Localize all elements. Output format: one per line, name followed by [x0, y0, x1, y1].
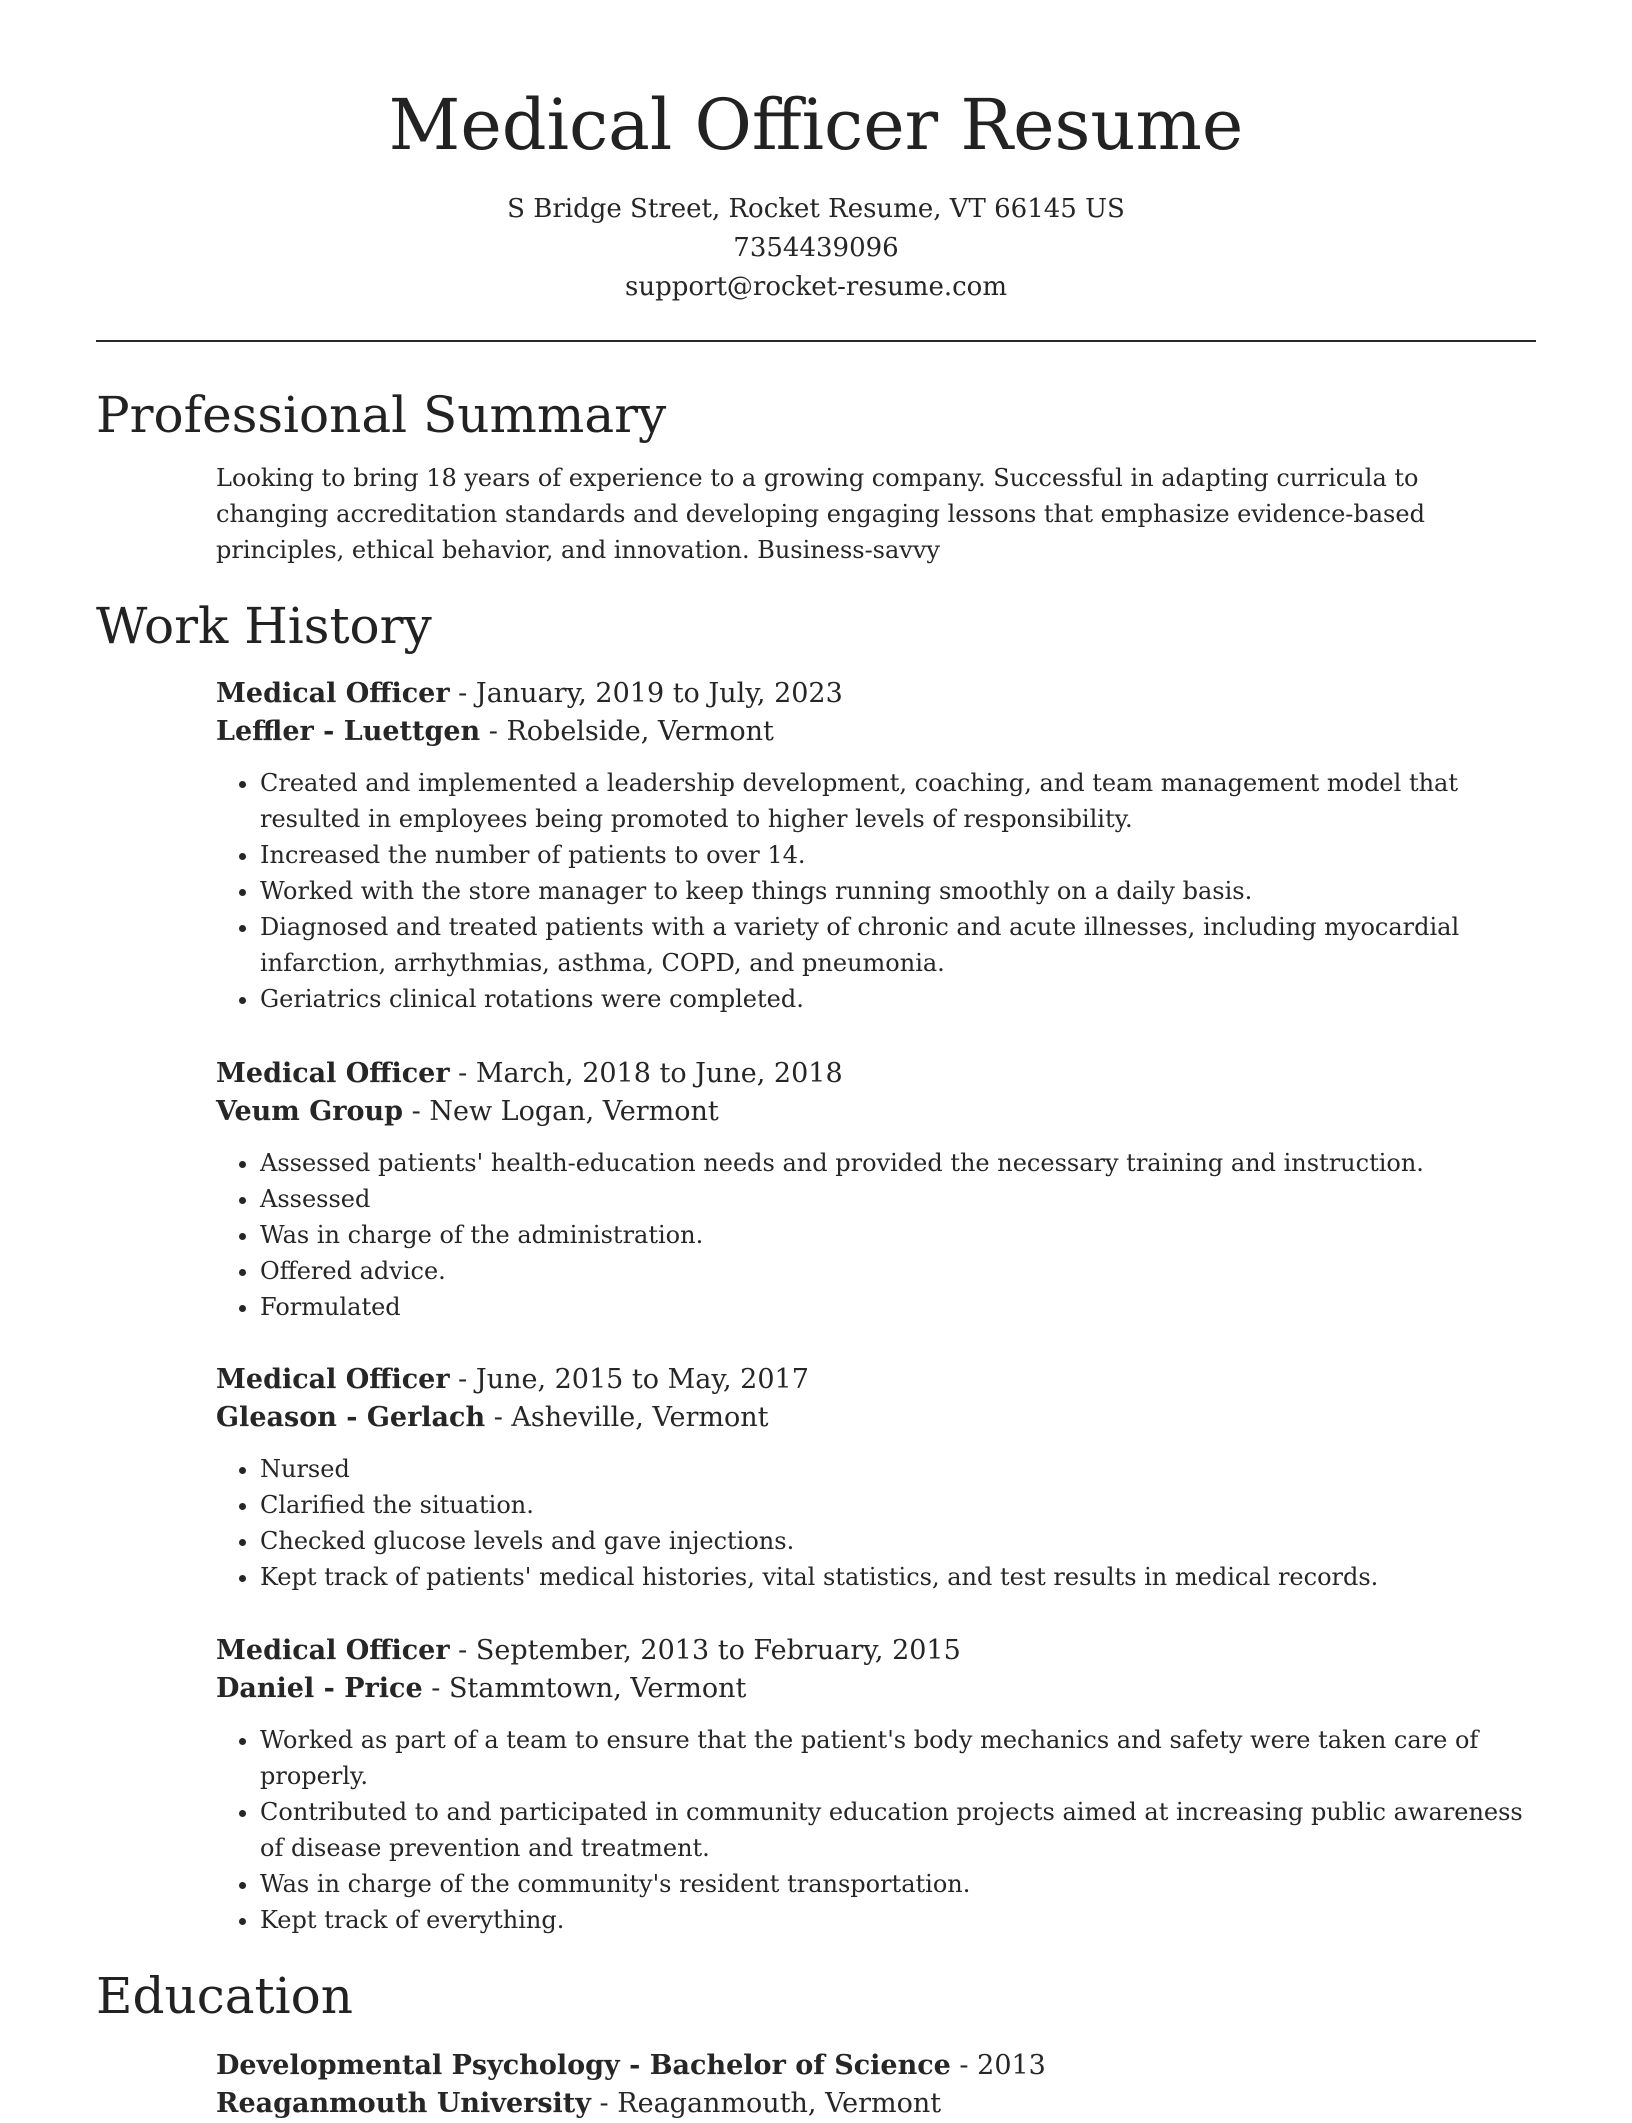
job-company: Leffler - Luettgen: [216, 716, 481, 747]
education-field: Developmental Psychology: [216, 2050, 620, 2081]
job-bullet: • Worked as part of a team to ensure that the patient's body mechanics and safety were taken care of properly.: [260, 1722, 1536, 1794]
contact-address: S Bridge Street, Rocket Resume, VT 66145 US: [507, 194, 1125, 224]
resume-title: Medical Officer Resume: [388, 84, 1244, 166]
job-dates: June, 2015 to May, 2017: [475, 1364, 809, 1395]
education-school: Reaganmouth University: [216, 2088, 591, 2119]
job-title-line: Medical Officer - June, 2015 to May, 2017: [216, 1364, 809, 1395]
job-bullet: • Created and implemented a leadership development, coaching, and team management model that resulted in employees being promoted to higher levels of responsibility.: [260, 765, 1536, 837]
job-title: Medical Officer: [216, 1058, 450, 1089]
contact-phone: 7354439096: [733, 233, 899, 263]
education-year: 2013: [977, 2050, 1046, 2081]
job-company: Gleason - Gerlach: [216, 1402, 486, 1433]
contact-email: support@rocket-resume.com: [624, 272, 1007, 302]
job-entry: [216, 1632, 1536, 1938]
job-bullet: • Diagnosed and treated patients with a variety of chronic and acute illnesses, including myocardial infarction, arrhythmias, asthma, COPD, and pneumonia.: [260, 909, 1536, 981]
education-heading: Education: [96, 1967, 353, 2025]
job-entry: [216, 1055, 1536, 1325]
job-company-line: Leffler - Luettgen - Robelside, Vermont: [216, 716, 774, 747]
job-bullet: • Was in charge of the community's resident transportation.: [260, 1866, 1536, 1902]
job-company-line: Veum Group - New Logan, Vermont: [216, 1096, 719, 1127]
job-bullet: • Geriatrics clinical rotations were completed.: [260, 981, 1536, 1017]
summary-text: Looking to bring 18 years of experience to a growing company. Successful in adapting curricula to changing accreditation standards and developing engaging lessons that emphasize evidence-based principles, ethical behavior, and innovation. Business-savvy: [216, 464, 1425, 564]
job-bullets: [216, 1722, 1536, 1938]
education-location: Reaganmouth, Vermont: [617, 2088, 942, 2119]
job-title-line: Medical Officer - January, 2019 to July, 2023: [216, 678, 843, 709]
job-bullet: • Was in charge of the administration.: [260, 1217, 1536, 1253]
job-bullet: • Offered advice.: [260, 1253, 1536, 1289]
job-bullet: • Clarified the situation.: [260, 1487, 1536, 1523]
job-bullet: • Worked with the store manager to keep things running smoothly on a daily basis.: [260, 873, 1536, 909]
job-bullet: • Formulated: [260, 1289, 1536, 1325]
job-location: Asheville, Vermont: [511, 1402, 769, 1433]
job-entry: [216, 1361, 1536, 1595]
job-bullet: • Assessed patients' health-education needs and provided the necessary training and instruction.: [260, 1145, 1536, 1181]
education-school-line: Reaganmouth University - Reaganmouth, Vermont: [216, 2088, 942, 2119]
job-company-line: Gleason - Gerlach - Asheville, Vermont: [216, 1402, 769, 1433]
contact-block: [0, 190, 1632, 307]
job-bullet: • Nursed: [260, 1451, 1536, 1487]
job-bullets: [216, 765, 1536, 1017]
job-dates: January, 2019 to July, 2023: [475, 678, 843, 709]
job-bullet: • Assessed: [260, 1181, 1536, 1217]
job-dates: September, 2013 to February, 2015: [475, 1635, 961, 1666]
job-bullet: • Increased the number of patients to over 14.: [260, 837, 1536, 873]
education-degree-line: Developmental Psychology - Bachelor of Science - 2013: [216, 2050, 1046, 2081]
job-bullets: [216, 1145, 1536, 1325]
summary-section: [216, 460, 1536, 568]
job-title: Medical Officer: [216, 1635, 450, 1666]
job-location: New Logan, Vermont: [429, 1096, 719, 1127]
job-title-line: Medical Officer - March, 2018 to June, 2018: [216, 1058, 843, 1089]
job-location: Stammtown, Vermont: [448, 1673, 747, 1704]
job-title-line: Medical Officer - September, 2013 to February, 2015: [216, 1635, 961, 1666]
job-title: Medical Officer: [216, 1364, 450, 1395]
education-degree: Bachelor of Science: [649, 2050, 951, 2081]
work-history-heading: Work History: [96, 597, 432, 655]
job-bullets: [216, 1451, 1536, 1595]
job-company-line: Daniel - Price - Stammtown, Vermont: [216, 1673, 747, 1704]
job-company: Veum Group: [216, 1096, 404, 1127]
job-bullet: • Kept track of patients' medical histories, vital statistics, and test results in medical records.: [260, 1559, 1536, 1595]
summary-heading: Professional Summary: [96, 386, 667, 444]
header-divider: [96, 340, 1536, 342]
job-entry: [216, 675, 1536, 1017]
job-bullet: • Kept track of everything.: [260, 1902, 1536, 1938]
job-bullet: • Contributed to and participated in community education projects aimed at increasing public awareness of disease prevention and treatment.: [260, 1794, 1536, 1866]
job-company: Daniel - Price: [216, 1673, 423, 1704]
job-title: Medical Officer: [216, 678, 450, 709]
job-dates: March, 2018 to June, 2018: [475, 1058, 843, 1089]
job-bullet: • Checked glucose levels and gave injections.: [260, 1523, 1536, 1559]
job-location: Robelside, Vermont: [506, 716, 774, 747]
